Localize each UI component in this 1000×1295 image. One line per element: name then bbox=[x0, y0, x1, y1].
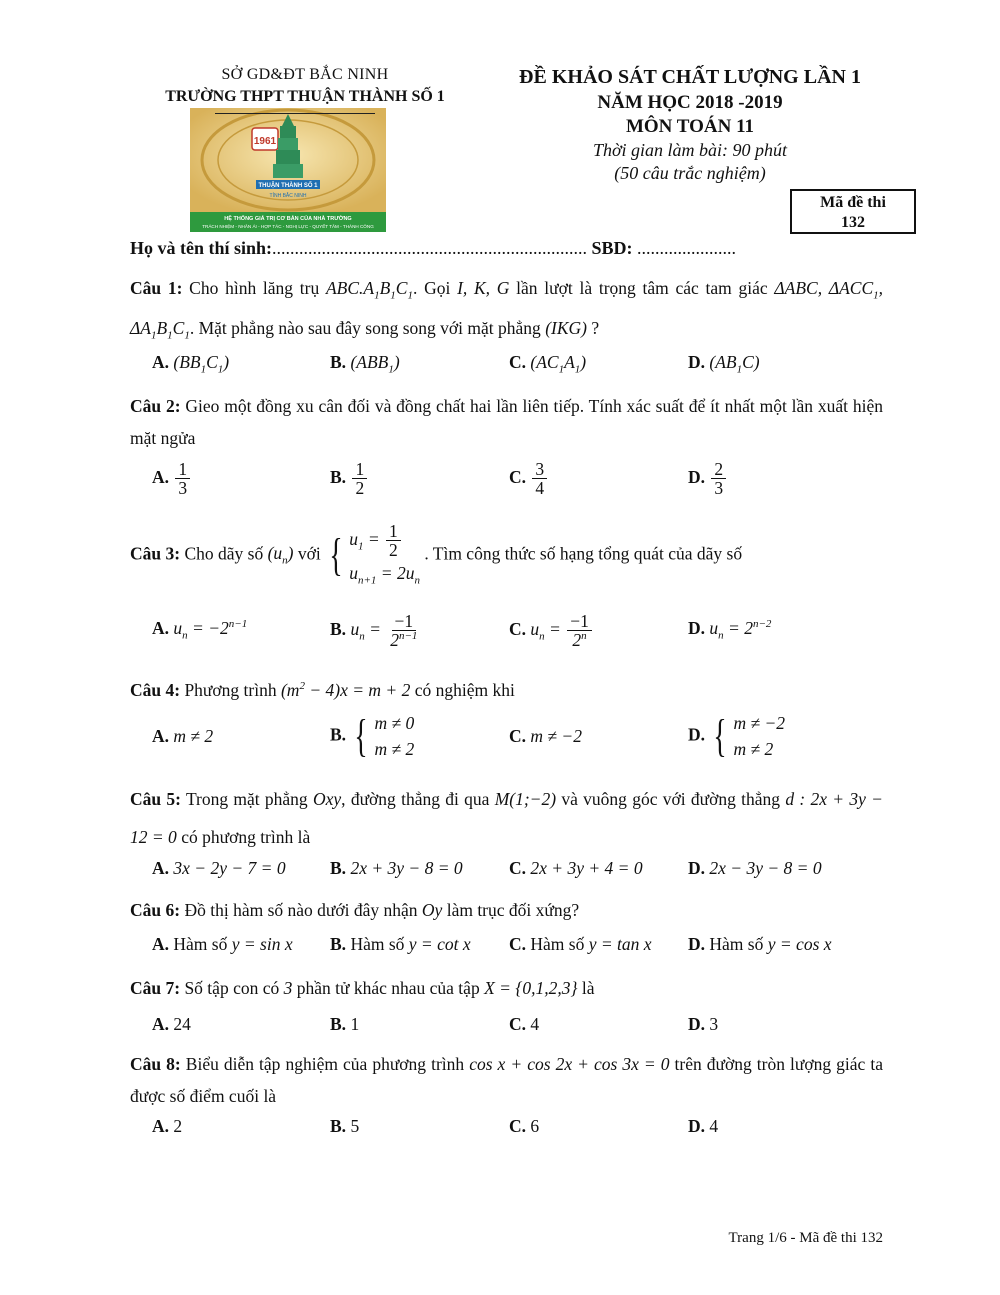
svg-text:HỆ THỐNG GIÁ TRỊ CƠ BẢN CỦA NH: HỆ THỐNG GIÁ TRỊ CƠ BẢN CỦA NHÀ TRƯỜNG bbox=[224, 216, 352, 222]
q5-option-c[interactable]: C. 2x + 3y + 4 = 0 bbox=[509, 858, 643, 878]
q7-option-b[interactable]: B. 1 bbox=[330, 1014, 360, 1034]
q1-option-d[interactable]: D. $(AB_1C)$ bbox=[688, 352, 760, 376]
question-label: Câu 2: bbox=[130, 396, 181, 416]
q7-option-d[interactable]: D. 3 bbox=[688, 1014, 719, 1034]
q4-option-d[interactable]: D. { m ≠ −2 m ≠ 2 bbox=[688, 710, 786, 762]
question-3: Câu 3: Cho dãy số $(u_n)$ với { $u_1$ = $\frac{1}{2}$ $u_{n+1} = 2u_n$ . Tìm công thức số hạng tổng quát của dãy số bbox=[130, 521, 743, 587]
question-1: Câu 1: Cho hình lăng trụ $ABC.A_1B_1C_1$. Gọi I, K, G lần lượt là trọng tâm các tam giác ΔABC, $\Delta ACC_1$, $\Delta A_1B_1C_1$. Mặt phẳng nào sau đây song song với mặt phẳng (IKG) ? bbox=[130, 278, 884, 341]
q8-option-c[interactable]: C. 6 bbox=[509, 1116, 540, 1136]
page-footer: Trang 1/6 - Mã đề thi 132 bbox=[728, 1230, 883, 1246]
question-label: Câu 7: bbox=[130, 978, 181, 998]
question-label: Câu 4: bbox=[130, 679, 181, 700]
q2-option-b[interactable]: B. $\frac{1}{2}$ bbox=[330, 460, 369, 498]
candidate-sbd-label: SBD: bbox=[591, 238, 633, 258]
q5-option-b[interactable]: B. 2x + 3y − 8 = 0 bbox=[330, 858, 463, 878]
exam-question-count: (50 câu trắc nghiệm) bbox=[614, 163, 766, 183]
q6-option-d[interactable]: D. Hàm số y = cos x bbox=[688, 934, 832, 954]
question-7: Câu 7: Số tập con có 3 phần tử khác nhau của tập X = {0,1,2,3} là bbox=[130, 978, 595, 998]
question-8: Câu 8: Biểu diễn tập nghiệm của phương trình cos x + cos 2x + cos 3x = 0 trên đường tròn lượng giác ta được số điểm cuối là bbox=[130, 1054, 883, 1106]
exam-duration: Thời gian làm bài: 90 phút bbox=[592, 140, 788, 160]
question-label: Câu 5: bbox=[130, 789, 181, 809]
q6-option-b[interactable]: B. Hàm số y = cot x bbox=[330, 934, 471, 954]
svg-text:1961: 1961 bbox=[253, 136, 277, 147]
q5-option-d[interactable]: D. 2x − 3y − 8 = 0 bbox=[688, 858, 822, 878]
q3-option-d[interactable]: D. $u_n = 2^{n-2}$ bbox=[688, 618, 772, 642]
q6-option-c[interactable]: C. Hàm số y = tan x bbox=[509, 934, 652, 954]
logo-name-text: THUẬN THÀNH SỐ 1 bbox=[258, 183, 318, 189]
q8-option-a[interactable]: A. 2 bbox=[152, 1116, 183, 1136]
q3-option-a[interactable]: A. $u_n = -2^{n-1}$ bbox=[152, 618, 248, 642]
school-name: TRƯỜNG THPT THUẬN THÀNH SỐ 1 bbox=[165, 88, 445, 105]
q5-option-a[interactable]: A. 3x − 2y − 7 = 0 bbox=[152, 858, 286, 878]
question-label: Câu 3: bbox=[130, 543, 181, 564]
question-2: Câu 2: Gieo một đồng xu cân đối và đồng chất hai lần liên tiếp. Tính xác suất để ít nhất một lần xuất hiện mặt ngửa bbox=[130, 396, 883, 448]
svg-text:TỈNH BẮC NINH: TỈNH BẮC NINH bbox=[269, 193, 307, 199]
question-6: Câu 6: Đồ thị hàm số nào dưới đây nhận Oy làm trục đối xứng? bbox=[130, 900, 580, 920]
q2-option-a[interactable]: A. $\frac{1}{3}$ bbox=[152, 460, 192, 498]
exam-subject: MÔN TOÁN 11 bbox=[625, 116, 755, 137]
q7-option-c[interactable]: C. 4 bbox=[509, 1014, 540, 1034]
school-logo bbox=[190, 108, 386, 232]
candidate-info-line bbox=[130, 238, 736, 259]
q1-option-a[interactable]: A. $(BB_1C_1)$ bbox=[152, 352, 230, 376]
q1-option-c[interactable]: C. $(AC_1A_1)$ bbox=[509, 352, 587, 376]
candidate-name-label: Họ và tên thí sinh: bbox=[130, 238, 273, 258]
exam-code-value: 132 bbox=[841, 214, 865, 231]
department-name: SỞ GD&ĐT BẮC NINH bbox=[221, 66, 389, 83]
q4-option-b[interactable]: B. { m ≠ 0 m ≠ 2 bbox=[330, 710, 415, 762]
exam-year: NĂM HỌC 2018 -2019 bbox=[597, 92, 783, 113]
q6-option-a[interactable]: A. Hàm số y = sin x bbox=[152, 934, 293, 954]
q2-option-d[interactable]: D. $\frac{2}{3}$ bbox=[688, 460, 728, 498]
q2-option-c[interactable]: C. $\frac{3}{4}$ bbox=[509, 460, 549, 498]
exam-code-label: Mã đề thi bbox=[820, 194, 886, 211]
q3-option-b[interactable]: B. $u_n$ = $\frac{-1}{2^{n-1}}$ bbox=[330, 611, 418, 651]
candidate-name-blank: ...................................................................... bbox=[272, 238, 588, 258]
q8-option-b[interactable]: B. 5 bbox=[330, 1116, 360, 1136]
question-4: Câu 4: Phương trình $(m^2 - 4)x = m + 2$ có nghiệm khi bbox=[130, 679, 515, 700]
question-label: Câu 6: bbox=[130, 900, 181, 920]
school-underline bbox=[215, 113, 375, 114]
question-label: Câu 8: bbox=[130, 1054, 181, 1074]
exam-title: ĐỀ KHẢO SÁT CHẤT LƯỢNG LẦN 1 bbox=[519, 66, 861, 88]
question-5: Câu 5: Trong mặt phẳng Oxy, đường thẳng đi qua M(1;−2) và vuông góc với đường thẳng d : 2x + 3y − 12 = 0 có phương trình là bbox=[130, 789, 883, 847]
svg-text:TRÁCH NHIỆM - NHÂN ÁI - HỢP TÁ: TRÁCH NHIỆM - NHÂN ÁI - HỢP TÁC - NGHỊ LỰC - QUYẾT TÂM - THÀNH CÔNG bbox=[202, 224, 374, 229]
q3-option-c[interactable]: C. $u_n$ = $\frac{-1}{2^n}$ bbox=[509, 612, 594, 650]
q1-option-b[interactable]: B. $(ABB_1)$ bbox=[330, 352, 400, 376]
q8-option-d[interactable]: D. 4 bbox=[688, 1116, 719, 1136]
q4-option-a[interactable]: A. m ≠ 2 bbox=[152, 726, 214, 746]
question-label: Câu 1: bbox=[130, 278, 183, 298]
q7-option-a[interactable]: A. 24 bbox=[152, 1014, 191, 1034]
exam-code-box bbox=[790, 189, 916, 234]
q4-option-c[interactable]: C. m ≠ −2 bbox=[509, 726, 582, 746]
candidate-sbd-blank: ...................... bbox=[637, 238, 737, 258]
